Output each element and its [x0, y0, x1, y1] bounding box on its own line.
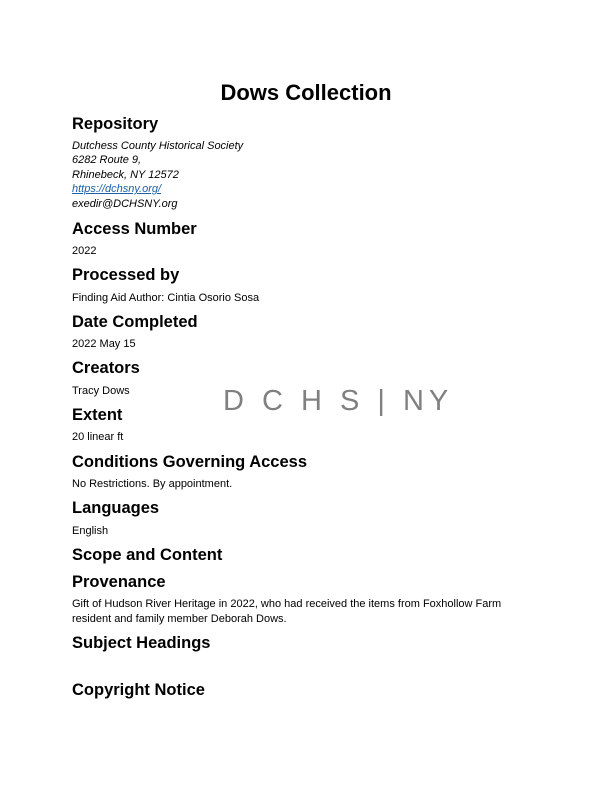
date-completed-value: 2022 May 15: [72, 338, 136, 350]
processed-by-heading: Processed by: [72, 266, 180, 284]
repository-url-link[interactable]: https://dchsny.org/: [72, 183, 162, 195]
dchs-watermark: D C H S | NY: [223, 385, 454, 417]
conditions-access-heading: Conditions Governing Access: [72, 453, 308, 471]
provenance-line2: resident and family member Deborah Dows.: [72, 613, 287, 625]
creators-value: Tracy Dows: [72, 385, 130, 397]
provenance-heading: Provenance: [72, 573, 166, 591]
repository-name: Dutchess County Historical Society: [72, 140, 244, 152]
conditions-access-value: No Restrictions. By appointment.: [72, 478, 233, 490]
access-number-value: 2022: [72, 245, 97, 257]
repository-address-line1: 6282 Route 9,: [72, 154, 142, 166]
subject-headings-heading: Subject Headings: [72, 634, 211, 652]
repository-email: exedir@DCHSNY.org: [72, 198, 178, 210]
provenance-line1: Gift of Hudson River Heritage in 2022, who had received the items from Foxhollow Farm: [72, 598, 502, 610]
scope-content-heading: Scope and Content: [72, 546, 223, 564]
extent-value: 20 linear ft: [72, 431, 124, 443]
access-number-heading: Access Number: [72, 220, 197, 238]
date-completed-heading: Date Completed: [72, 313, 198, 331]
languages-heading: Languages: [72, 499, 160, 517]
document-title: Dows Collection: [220, 80, 392, 105]
copyright-heading: Copyright Notice: [72, 681, 205, 699]
repository-heading: Repository: [72, 115, 159, 133]
creators-heading: Creators: [72, 359, 140, 377]
processed-by-value: Finding Aid Author: Cintia Osorio Sosa: [72, 292, 260, 304]
extent-heading: Extent: [72, 406, 123, 424]
languages-value: English: [72, 525, 109, 537]
repository-address-line2: Rhinebeck, NY 12572: [72, 169, 179, 181]
